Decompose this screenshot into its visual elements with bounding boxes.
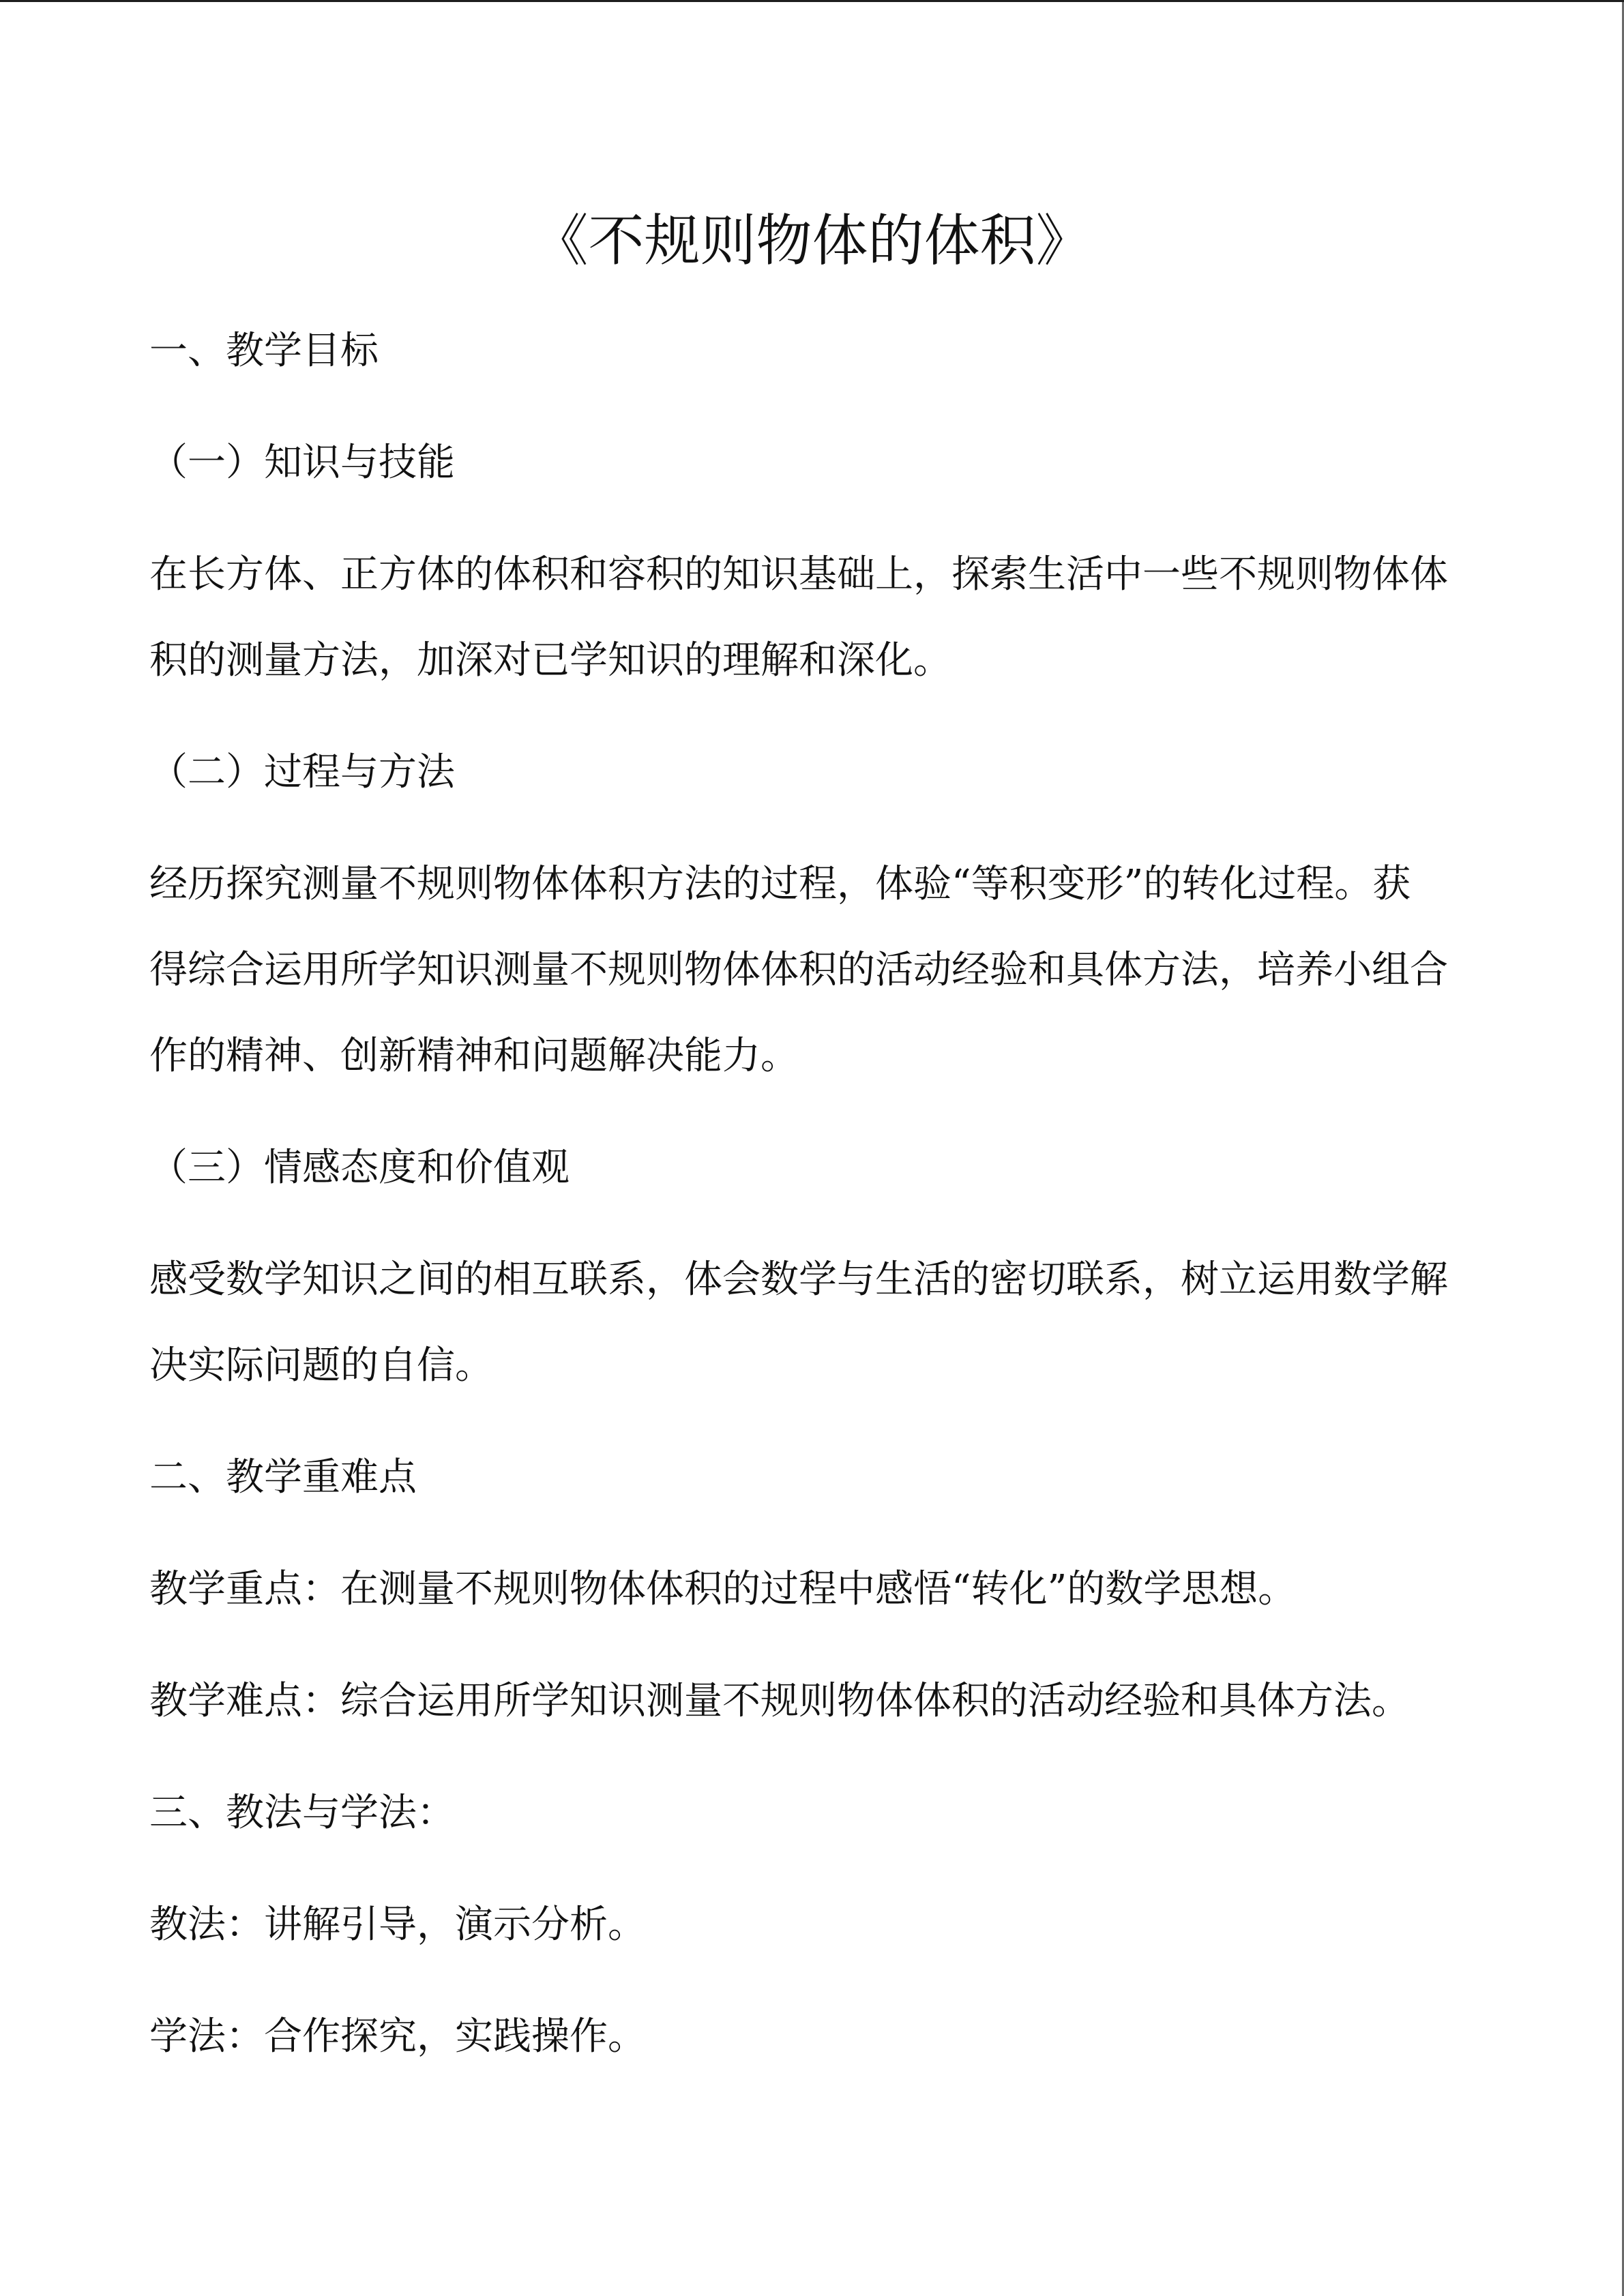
paragraph-line: 作的精神、创新精神和问题解决能力。 [149,1034,799,1078]
paragraph-line: 得综合运用所学知识测量不规则物体体积的活动经验和具体方法，培养小组合 [149,948,1448,992]
subsection-heading-attitude: （三）情感态度和价值观 [149,1146,570,1190]
paragraph-line: 积的测量方法，加深对已学知识的理解和深化。 [149,638,951,683]
paragraph-line: 决实际问题的自信。 [149,1343,493,1388]
paragraph-teaching-method: 教法：讲解引导，演示分析。 [149,1903,646,1947]
paragraph-teaching-difficulty: 教学难点：综合运用所学知识测量不规则物体体积的活动经验和具体方法。 [149,1679,1410,1723]
paragraph-attitude [149,1237,1486,1409]
paragraph-process [149,841,1486,1099]
paragraph-line: 经历探究测量不规则物体体积方法的过程，体验“等积变形”的转化过程。获 [149,862,1411,906]
section-heading-key-points: 二、教学重难点 [149,1455,417,1500]
subsection-heading-process: （二）过程与方法 [149,750,455,794]
section-heading-methods: 三、教法与学法： [149,1791,455,1835]
paragraph-learning-method: 学法：合作探究，实践操作。 [149,2014,646,2059]
paragraph-teaching-focus: 教学重点：在测量不规则物体体积的过程中感悟“转化”的数学思想。 [149,1567,1297,1611]
paragraph-line: 在长方体、正方体的体积和容积的知识基础上，探索生活中一些不规则物体体 [149,552,1448,597]
subsection-heading-knowledge: （一）知识与技能 [149,441,455,485]
document-body [149,308,1486,2106]
paragraph-line: 感受数学知识之间的相互联系，体会数学与生活的密切联系，树立运用数学解 [149,1257,1448,1302]
page-title: 《不规则物体的体积》 [532,209,1092,273]
section-heading-objectives: 一、教学目标 [149,329,379,373]
paragraph-knowledge [149,532,1486,704]
